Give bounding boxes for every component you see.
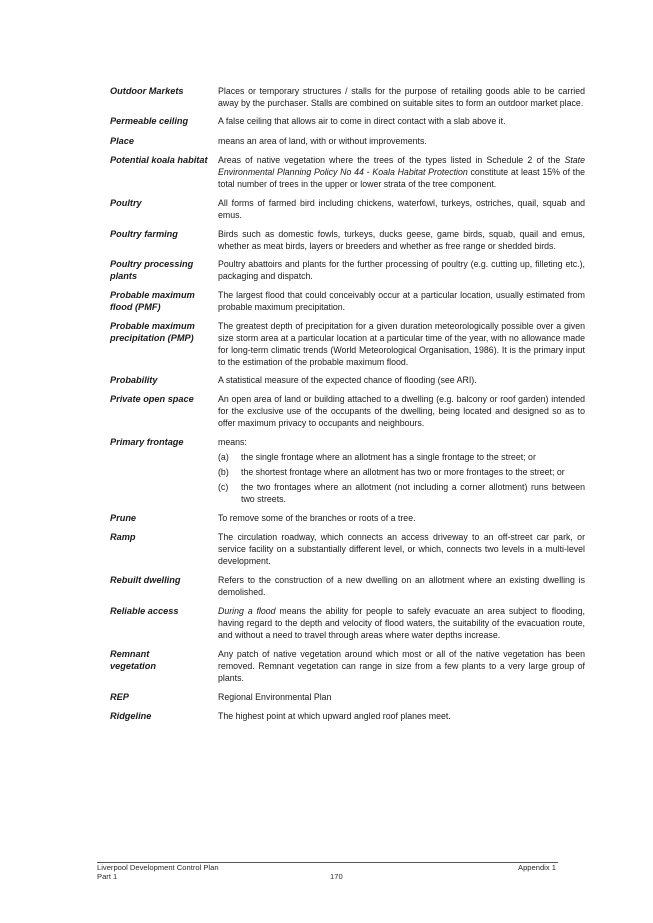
list-item-text: the single frontage where an allotment has a single frontage to the street; or [241,452,536,462]
glossary-term: REP [110,692,129,702]
glossary-definition: means an area of land, with or without improvements. [218,136,427,146]
glossary-definition [218,605,585,641]
definition-list-item [218,466,585,478]
glossary-term: Probable maximum precipitation (PMP) [110,321,195,343]
glossary-term: Poultry processing plants [110,259,194,281]
glossary-entry-rebuilt-dwelling [110,574,585,598]
glossary-definition: The circulation roadway, which connects an access driveway to an off-street car park, or service facility on a substantially different level, or which, connects two levels in a multi-level development. [218,532,585,566]
glossary-term: Prune [110,513,137,523]
list-item-label: (a) [218,452,229,462]
glossary-definition [218,436,585,505]
glossary-entry-probability [110,374,585,386]
glossary-list [110,85,585,722]
list-item-text: the two frontages where an allotment (not including a corner allotment) runs between two streets. [241,482,585,504]
glossary-term: Rebuilt dwelling [110,575,181,585]
list-item-label: (c) [218,482,229,492]
glossary-term: Ramp [110,532,136,542]
glossary-definition: The highest point at which upward angled roof planes meet. [218,711,451,721]
glossary-definition: A false ceiling that allows air to come in direct contact with a slab above it. [218,116,506,126]
definition-intro: means: [218,437,247,447]
glossary-entry-probable-maximum-flood [110,289,585,313]
glossary-term: Place [110,136,135,146]
footer-section: Appendix 1 [518,863,556,872]
glossary-definition: A statistical measure of the expected chance of flooding (see ARI). [218,375,477,385]
glossary-term: Private open space [110,394,194,404]
glossary-term: Potential koala habitat [110,155,208,165]
definition-emphasis: During a flood [218,606,276,616]
glossary-definition: Any patch of native vegetation around which most or all of the native vegetation has been removed. Remnant vegetation can range in size from a few plants to a very large group of plants. [218,649,585,683]
definition-list-item [218,451,585,463]
glossary-term: Poultry farming [110,229,178,239]
policy-title: State Environmental Planning Policy No 44 - Koala Habitat Protection [218,155,585,177]
glossary-entry-outdoor-markets [110,85,585,109]
glossary-entry-primary-frontage [110,436,585,505]
glossary-entry-remnant-vegetation [110,648,585,684]
glossary-entry-prune [110,512,585,524]
glossary-term: Probability [110,375,158,385]
definition-text: Areas of native vegetation where the trees of the types listed in Schedule 2 of the [218,155,565,165]
glossary-entry-private-open-space [110,393,585,429]
glossary-entry-permeable-ceiling [110,115,585,127]
page-footer [97,862,558,881]
glossary-definition: To remove some of the branches or roots of a tree. [218,513,416,523]
glossary-entry-ramp [110,531,585,567]
glossary-definition: An open area of land or building attached to a dwelling (e.g. balcony or roof garden) intended for the exclusive use of the occupants of the dwelling, being located and designed so as to offer maximum privacy to occupants and neighbours. [218,394,585,428]
glossary-entry-potential-koala-habitat [110,154,585,190]
glossary-definition: Birds such as domestic fowls, turkeys, ducks geese, game birds, squab, quail and emus, whether as meat birds, layers or breeders and whether as free range or shedded birds. [218,229,585,251]
list-item-text: the shortest frontage where an allotment has two or more frontages to the street; or [241,467,565,477]
glossary-term: Poultry [110,198,142,208]
glossary-definition: Refers to the construction of a new dwelling on an allotment where an existing dwelling is demolished. [218,575,585,597]
glossary-definition: All forms of farmed bird including chickens, waterfowl, turkeys, ostriches, quail, squab and emus. [218,198,585,220]
glossary-term: Primary frontage [110,437,184,447]
glossary-definition: Regional Environmental Plan [218,692,332,702]
glossary-definition: Poultry abattoirs and plants for the further processing of poultry (e.g. cutting up, filleting etc.), packaging and dispatch. [218,259,585,281]
footer-part: Part 1 [97,872,118,881]
definition-list-item [218,481,585,505]
glossary-entry-poultry-farming [110,228,585,252]
glossary-definition: The greatest depth of precipitation for a given duration meteorologically possible over a given size storm area at a particular location at a particular time of the year, with no allowance made for long-term climatic trends (World Meteorological Organisation, 1986). It is the primary input to the estimation of the probable maximum flood. [218,321,585,367]
glossary-term: Probable maximum flood (PMF) [110,290,195,312]
glossary-term: Outdoor Markets [110,86,184,96]
list-item-label: (b) [218,467,229,477]
glossary-term: Ridgeline [110,711,152,721]
footer-document-title: Liverpool Development Control Plan [97,863,219,872]
glossary-entry-ridgeline [110,710,585,722]
glossary-term: Permeable ceiling [110,116,189,126]
glossary-entry-rep [110,691,585,703]
glossary-term: Remnant vegetation [110,649,156,671]
page-number: 170 [330,872,343,881]
glossary-entry-poultry [110,197,585,221]
glossary-entry-probable-maximum-precipitation [110,320,585,368]
glossary-definition: The largest flood that could conceivably occur at a particular location, usually estimated from probable maximum precipitation. [218,290,585,312]
glossary-definition: Places or temporary structures / stalls for the purpose of retailing goods able to be carried away by the purchaser. Stalls are combined on suitable sites to form an outdoor market place. [218,86,585,108]
glossary-entry-poultry-processing-plants [110,258,585,282]
glossary-entry-place [110,135,585,147]
glossary-entry-reliable-access [110,605,585,641]
definition-text: constitute at least 15% of the total number of trees in the upper or lower strata of the tree component. [218,167,585,189]
glossary-term: Reliable access [110,606,179,616]
definition-text: means the ability for people to safely evacuate an area subject to flooding, having regard to the depth and velocity of flood waters, the suitability of the evacuation route, and without a need to travel through areas where water depths increase. [218,606,585,640]
glossary-definition [218,154,585,190]
